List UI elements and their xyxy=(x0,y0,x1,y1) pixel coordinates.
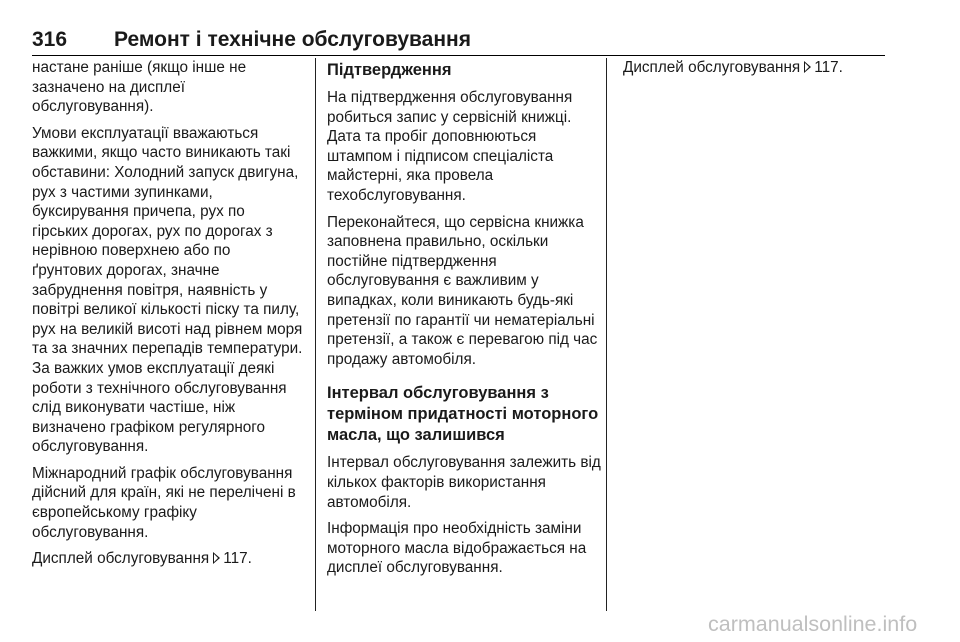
watermark: carmanualsonline.info xyxy=(708,612,918,636)
paragraph-service-display-ref xyxy=(32,549,304,569)
reference-page-link[interactable]: 117. xyxy=(223,550,252,568)
header-rule xyxy=(32,55,885,56)
page-number: 316 xyxy=(32,28,68,51)
paragraph-interval-factors: Інтервал обслуговування залежить від кількох факторів використання автомобіля. xyxy=(327,454,601,511)
column-middle xyxy=(327,58,603,585)
paragraph-continuation: настане раніше (якщо інше не зазначено на дисплеї обслуговування). xyxy=(32,59,247,116)
page-title: Ремонт і технічне обслуговування xyxy=(114,28,471,51)
paragraph-service-record: На підтвердження обслуговування робиться запис у сервісній книжці. Дата та пробіг доповнюються штампом і підписом спеціаліста майстерні, яка провела техобслуговування. xyxy=(327,89,573,204)
column-left xyxy=(32,58,304,576)
column-divider xyxy=(606,58,607,611)
page-header xyxy=(32,28,885,54)
paragraph-severe-conditions: Умови експлуатації вважаються важкими, якщо часто виникають такі обставини: Холодний запуск двигуна, рух з частими зупинками, буксирування причепа, рух по гірських дорогах, рух по дорогах з нерівною поверхнею або по ґрунтових дорогах, значне забруднення повітря, наявність у повітрі великої кількості піску та пилу, рух на великій висоті над рівнем моря та за значних перепадів температури. За важких умов експлуатації деякі роботи з технічного обслуговування слід виконувати частіше, ніж визначено графіком регулярного обслуговування. xyxy=(32,124,303,456)
column-right xyxy=(623,58,885,85)
paragraph-service-display-ref xyxy=(623,58,885,78)
reference-page-link[interactable]: 117. xyxy=(814,59,843,76)
reference-text: Дисплей обслуговування xyxy=(623,59,801,76)
heading-oil-life-interval: Інтервал обслуговування з терміном придатності моторного масла, що залишився xyxy=(327,384,599,445)
triangle-reference-icon xyxy=(213,552,220,564)
paragraph-international-schedule: Міжнародний графік обслуговування дійсний для країн, які не перелічені в європейському графіку обслуговування. xyxy=(32,464,296,541)
paragraph-check-service-book: Переконайтеся, що сервісна книжка заповнена правильно, оскільки постійне підтвердження обслуговування є важливим у випадках, коли виникають будь-які претензії по гарантії чи нематеріальні претензії, а також є перевагою під час продажу автомобіля. xyxy=(327,213,598,368)
column-divider xyxy=(315,58,316,611)
heading-confirmation: Підтвердження xyxy=(327,61,452,79)
reference-text: Дисплей обслуговування xyxy=(32,550,210,568)
paragraph-oil-change-info: Інформація про необхідність заміни моторного масла відображається на дисплеї обслуговування. xyxy=(327,520,587,577)
triangle-reference-icon xyxy=(804,61,811,73)
